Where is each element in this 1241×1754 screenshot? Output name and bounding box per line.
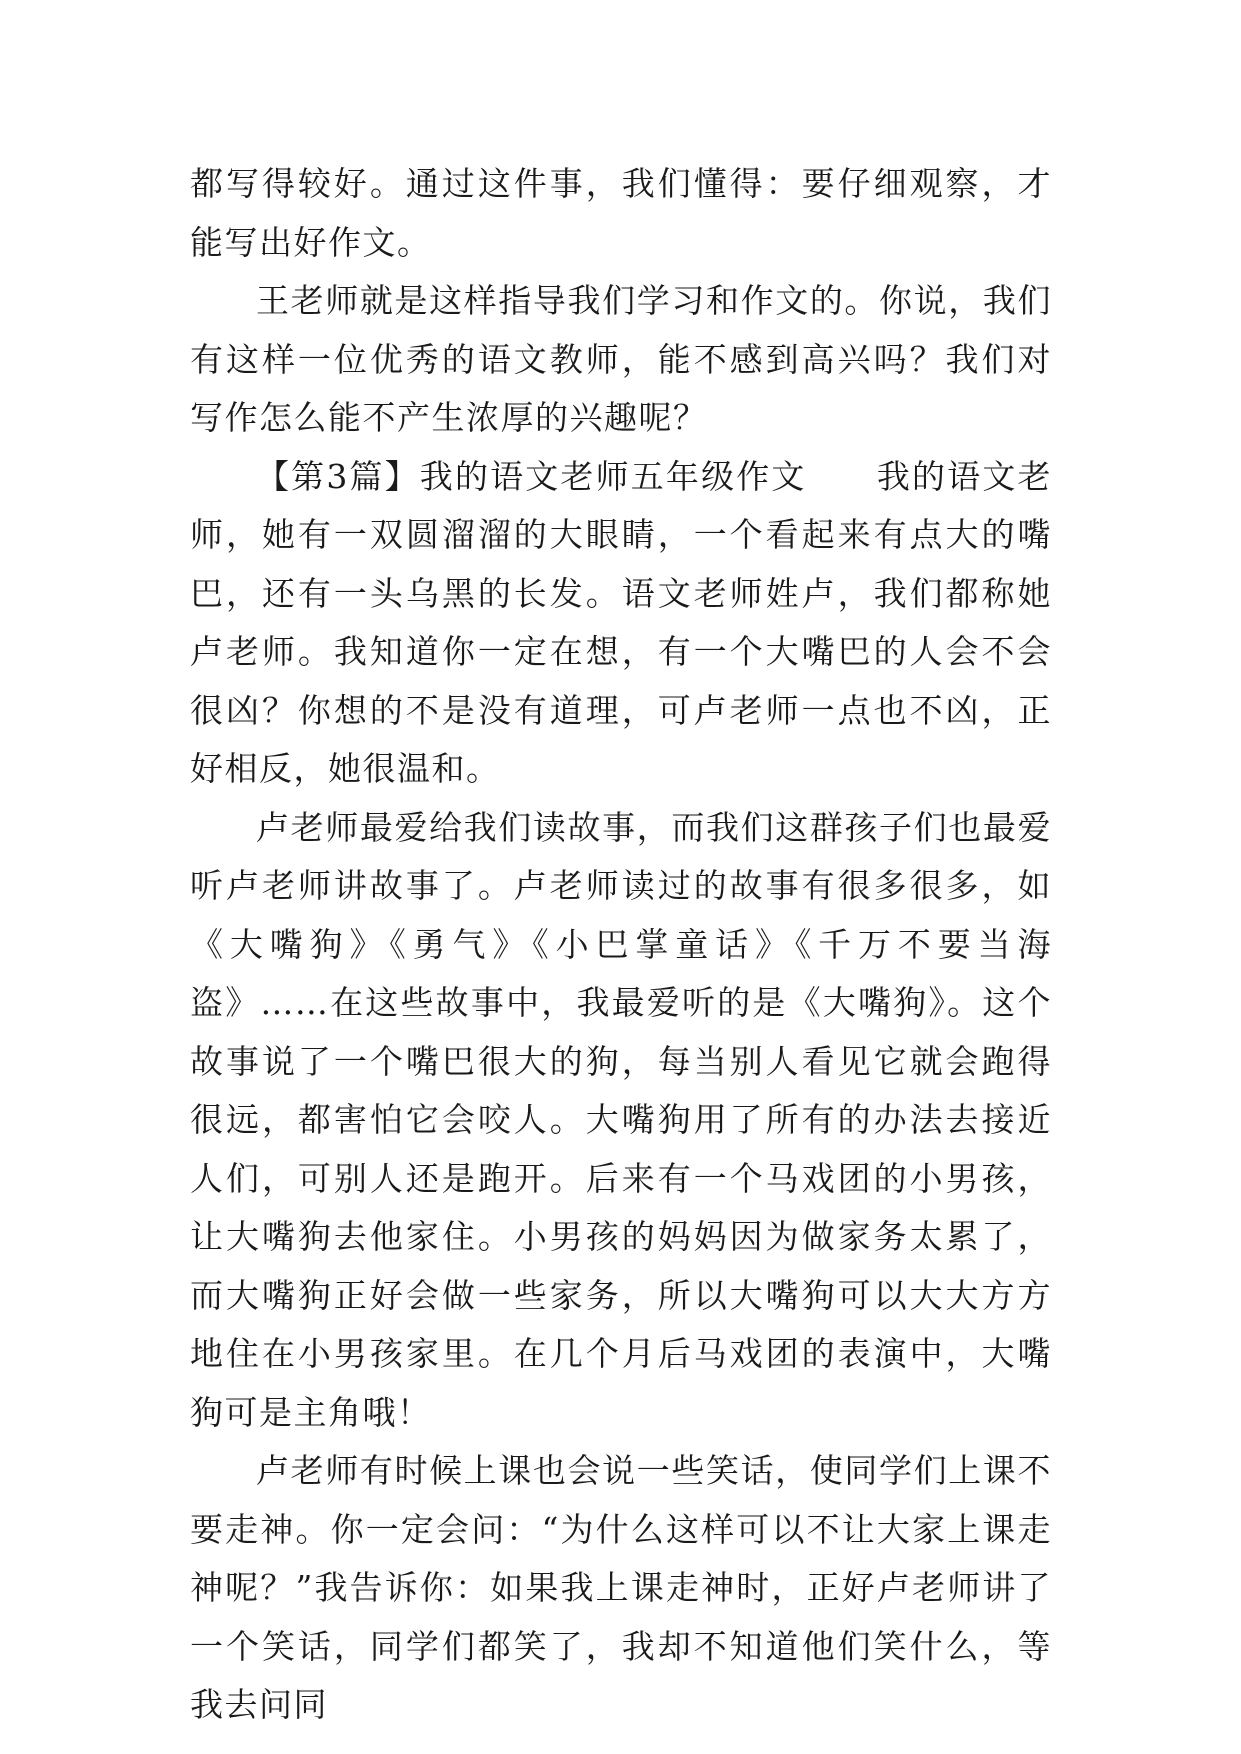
paragraph: 卢老师有时候上课也会说一些笑话，使同学们上课不要走神。你一定会问：“为什么这样可以不让大家上课走神呢？”我告诉你：如果我上课走神时，正好卢老师讲了一个笑话，同学们都笑了，我却不知道他们笑什么，等我去问同 (190, 1451, 1052, 1724)
paragraph: 王老师就是这样指导我们学习和作文的。你说，我们有这样一位优秀的语文教师，能不感到高兴吗？我们对写作怎么能不产生浓厚的兴趣呢？ (190, 281, 1052, 437)
paragraph-continuation: 都写得较好。通过这件事，我们懂得：要仔细观察，才能写出好作文。 (190, 164, 1052, 262)
body-text (190, 155, 1052, 1735)
paragraph: 卢老师最爱给我们读故事，而我们这群孩子们也最爱听卢老师讲故事了。卢老师读过的故事有很多很多，如《大嘴狗》《勇气》《小巴掌童话》《千万不要当海盗》……在这些故事中，我最爱听的是《大嘴狗》。这个故事说了一个嘴巴很大的狗，每当别人看见它就会跑得很远，都害怕它会咬人。大嘴狗用了所有的办法去接近人们，可别人还是跑开。后来有一个马戏团的小男孩，让大嘴狗去他家住。小男孩的妈妈因为做家务太累了，而大嘴狗正好会做一些家务，所以大嘴狗可以大大方方地住在小男孩家里。在几个月后马戏团的表演中，大嘴狗可是主角哦！ (190, 807, 1052, 1432)
paragraph-section-heading: 【第3篇】我的语文老师五年级作文 我的语文老师，她有一双圆溜溜的大眼睛，一个看起来有点大的嘴巴，还有一头乌黑的长发。语文老师姓卢，我们都称她卢老师。我知道你一定在想，有一个大嘴巴的人会不会很凶？你想的不是没有道理，可卢老师一点也不凶，正好相反，她很温和。 (190, 456, 1052, 788)
